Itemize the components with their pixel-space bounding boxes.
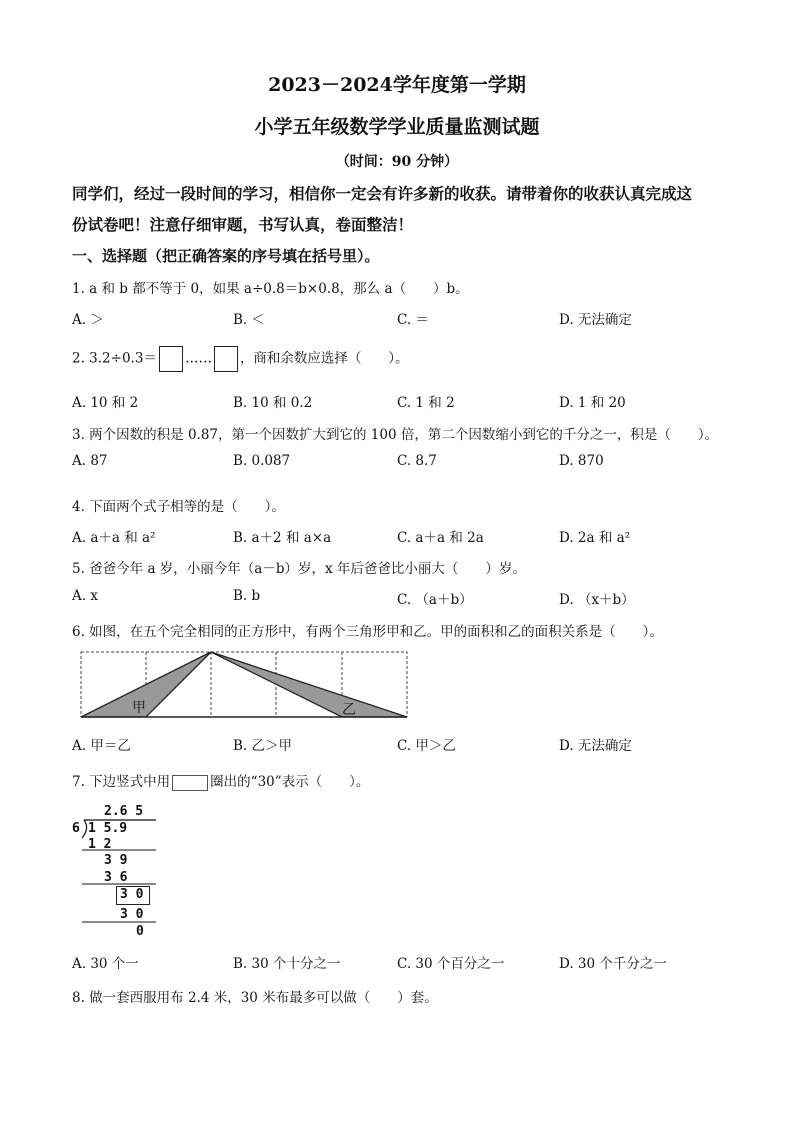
division-quotient: 2.6 5 (104, 804, 144, 819)
question-8: 8. 做一套西服用布 2.4 米，30 米布最多可以做（ ）套。 (72, 990, 438, 1006)
exam-time: （时间：90 分钟） (335, 154, 459, 170)
q2-option-a: A. 10 和 2 (72, 395, 139, 411)
q6-option-a: A. 甲＝乙 (72, 738, 131, 754)
question-1: 1. a 和 b 都不等于 0，如果 a÷0.8＝b×0.8，那么 a（ ）b。 (72, 281, 469, 297)
remainder-answer-box[interactable] (214, 346, 238, 372)
q2-option-d: D. 1 和 20 (559, 395, 626, 411)
q5-option-b: B. b (233, 588, 261, 604)
triangle-yi (211, 652, 407, 717)
label-jia: 甲 (132, 700, 146, 716)
q1-option-a: A. ＞ (72, 312, 104, 328)
section-heading: 一、选择题（把正确答案的序号填在括号里）。 (72, 247, 380, 265)
division-row-4-circled: 3 0 (120, 887, 144, 902)
label-yi: 乙 (342, 702, 356, 718)
q3-option-b: B. 0.087 (233, 453, 291, 469)
exam-title-year: 2023－2024学年度第一学期 (268, 74, 526, 96)
division-dividend: 1 5.9 (88, 821, 128, 836)
q7-option-d: D. 30 个千分之一 (559, 956, 667, 972)
q4-option-d: D. 2a 和 a² (559, 530, 631, 546)
q5-option-a: A. x (72, 588, 98, 604)
q5-option-d: D. （x＋b） (559, 592, 635, 608)
q1-option-b: B. ＜ (233, 312, 266, 328)
division-row-2: 3 9 (104, 853, 128, 868)
q3-option-a: A. 87 (72, 453, 108, 469)
q7-option-c: C. 30 个百分之一 (397, 956, 505, 972)
question-6: 6. 如图，在五个完全相同的正方形中，有两个三角形甲和乙。甲的面积和乙的面积关系是（ ）。 (72, 624, 663, 640)
q7-text-start: 7. 下边竖式中用 (72, 774, 171, 790)
squares-triangles-figure (74, 648, 414, 722)
q7-option-b: B. 30 个十分之一 (233, 956, 341, 972)
question-2 (72, 346, 409, 372)
exam-title: 小学五年级数学学业质量监测试题 (254, 116, 540, 138)
question-4: 4. 下面两个式子相等的是（ ）。 (72, 499, 285, 515)
circle-box-icon (172, 775, 208, 791)
q6-option-c: C. 甲＞乙 (397, 738, 456, 754)
division-row-3: 3 6 (104, 870, 128, 885)
q4-option-b: B. a＋2 和 a×a (233, 530, 332, 546)
question-7 (72, 770, 369, 791)
q3-option-d: D. 870 (559, 453, 604, 469)
quotient-answer-box[interactable] (159, 346, 183, 372)
division-row-6: 0 (136, 924, 144, 939)
q7-text-end: 圈出的“30”表示（ ）。 (210, 774, 370, 790)
q2-text-start: 2. 3.2÷0.3＝ (72, 350, 157, 367)
division-divisor: 6 (72, 821, 80, 836)
division-row-1: 1 2 (88, 837, 112, 852)
q1-option-c: C. ＝ (397, 312, 429, 328)
q1-option-d: D. 无法确定 (559, 312, 632, 328)
q4-option-a: A. a＋a 和 a² (72, 530, 156, 546)
q6-option-b: B. 乙＞甲 (233, 738, 293, 754)
division-row-5: 3 0 (120, 907, 144, 922)
q4-option-c: C. a＋a 和 2a (397, 530, 484, 546)
q2-option-b: B. 10 和 0.2 (233, 395, 313, 411)
question-5: 5. 爸爸今年 a 岁，小丽今年（a－b）岁，x 年后爸爸比小丽大（ ）岁。 (72, 561, 526, 577)
question-3: 3. 两个因数的积是 0.87，第一个因数扩大到它的 100 倍，第二个因数缩小到它的千分之一，积是（ ）。 (72, 427, 719, 443)
q3-option-c: C. 8.7 (397, 453, 437, 469)
triangle-jia (81, 652, 211, 717)
intro-line-1: 同学们，经过一段时间的学习，相信你一定会有许多新的收获。请带着你的收获认真完成这 (72, 184, 693, 203)
q5-option-c: C. （a＋b） (397, 592, 473, 608)
q2-text-end: ，商和余数应选择（ ）。 (239, 350, 409, 367)
q6-option-d: D. 无法确定 (559, 738, 632, 754)
intro-line-2: 份试卷吧！注意仔细审题，书写认真，卷面整洁！ (72, 215, 414, 234)
q2-option-c: C. 1 和 2 (397, 395, 455, 411)
q2-ellipsis: …… (184, 350, 212, 367)
q7-option-a: A. 30 个一 (72, 956, 139, 972)
